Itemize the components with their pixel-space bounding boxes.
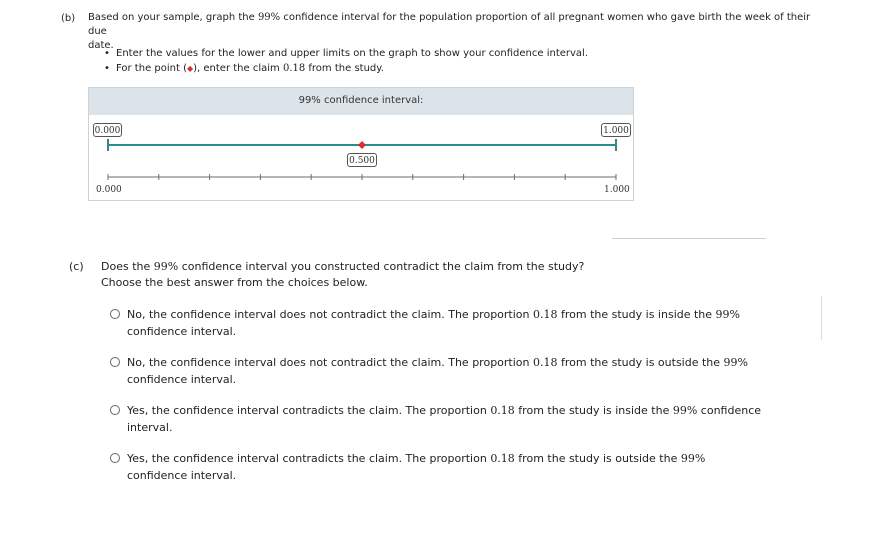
part-b-question: Based on your sample, graph the 99% confidence interval for the population proportion of all pregnant women who gave birth the week of their due date. xyxy=(88,12,811,51)
graph-title: 99% confidence interval: xyxy=(298,95,424,106)
part-c-label: (c) xyxy=(69,260,84,273)
choice-option[interactable]: No, the confidence interval does not contradict the claim. The proportion 0.18 from the study is inside the 99% confidence interval. xyxy=(110,306,810,340)
instruction-item: • For the point (◆), enter the claim 0.18 from the study. xyxy=(104,61,704,76)
claim-point-marker xyxy=(358,141,366,149)
radio-button[interactable] xyxy=(110,405,120,415)
choice-option[interactable]: Yes, the confidence interval contradicts the claim. The proportion 0.18 from the study is inside the 99% confidence interval. xyxy=(110,402,810,436)
choice-option[interactable]: No, the confidence interval does not contradict the claim. The proportion 0.18 from the study is outside the 99% confidence interval. xyxy=(110,354,810,388)
radio-button[interactable] xyxy=(110,309,120,319)
red-diamond-icon: ◆ xyxy=(186,64,194,73)
part-c-instruction: Choose the best answer from the choices below. xyxy=(101,276,368,289)
number-line[interactable] xyxy=(89,88,635,202)
part-b-label: (b) xyxy=(61,13,76,24)
upper-limit-field[interactable]: 1.000 xyxy=(601,123,631,137)
answer-divider xyxy=(612,235,766,239)
radio-button[interactable] xyxy=(110,453,120,463)
radio-button[interactable] xyxy=(110,357,120,367)
lower-limit-field[interactable]: 0.000 xyxy=(93,123,122,137)
axis-min-label: 0.000 xyxy=(96,185,122,195)
part-b-instructions xyxy=(104,46,704,76)
claim-point-field[interactable]: 0.500 xyxy=(347,153,377,167)
part-c-question: Does the 99% confidence interval you constructed contradict the claim from the study? Choose the best answer from the choices below. xyxy=(101,260,585,289)
confidence-interval-graph xyxy=(88,87,634,201)
instruction-item: • Enter the values for the lower and upper limits on the graph to show your confidence interval. xyxy=(104,46,704,61)
axis-max-label: 1.000 xyxy=(604,185,630,195)
scrollbar[interactable] xyxy=(821,296,822,340)
choice-option[interactable]: Yes, the confidence interval contradicts the claim. The proportion 0.18 from the study is outside the 99% confidence interval. xyxy=(110,450,810,484)
